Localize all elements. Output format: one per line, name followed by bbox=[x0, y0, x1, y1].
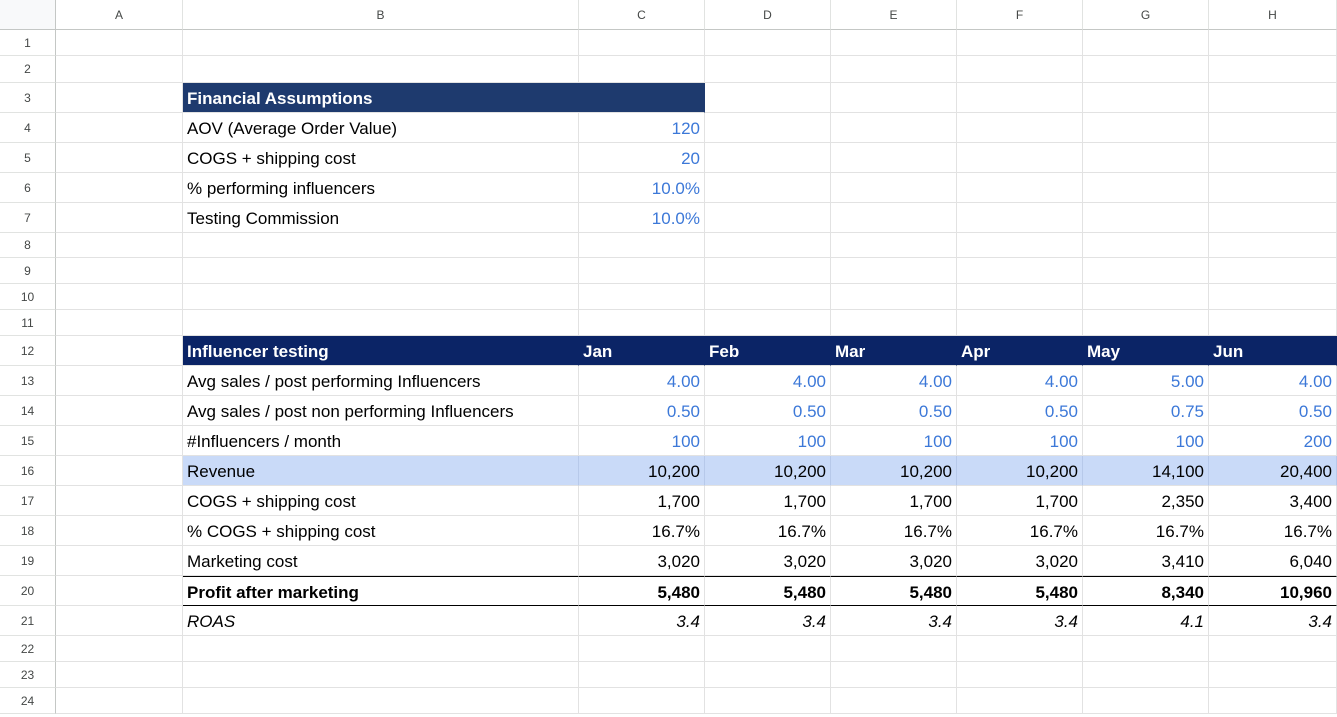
grid-cell[interactable] bbox=[1083, 284, 1209, 310]
influencers-row-value[interactable]: 100 bbox=[705, 426, 831, 456]
grid-cell[interactable] bbox=[957, 662, 1083, 688]
grid-cell[interactable] bbox=[705, 143, 831, 173]
cogs-pct-row-value[interactable]: 16.7% bbox=[957, 516, 1083, 546]
grid-cell[interactable] bbox=[957, 688, 1083, 714]
grid-cell[interactable] bbox=[1083, 143, 1209, 173]
grid-cell[interactable] bbox=[56, 546, 183, 576]
grid-cell[interactable] bbox=[56, 516, 183, 546]
assumption-value[interactable]: 10.0% bbox=[579, 173, 705, 203]
grid-cell[interactable] bbox=[705, 203, 831, 233]
grid-cell[interactable] bbox=[56, 336, 183, 366]
nonperf-sales-row-value[interactable]: 0.50 bbox=[957, 396, 1083, 426]
grid-cell[interactable] bbox=[705, 233, 831, 258]
grid-cell[interactable] bbox=[183, 56, 579, 83]
assumption-value[interactable]: 120 bbox=[579, 113, 705, 143]
grid-cell[interactable] bbox=[831, 662, 957, 688]
grid-cell[interactable] bbox=[579, 258, 705, 284]
grid-cell[interactable] bbox=[831, 233, 957, 258]
cogs-pct-row-value[interactable]: 16.7% bbox=[831, 516, 957, 546]
grid-cell[interactable] bbox=[56, 576, 183, 606]
column-header-7[interactable]: H bbox=[1209, 0, 1337, 30]
grid-cell[interactable] bbox=[1083, 233, 1209, 258]
grid-cell[interactable] bbox=[1209, 83, 1337, 113]
row-header[interactable]: 22 bbox=[0, 636, 56, 662]
grid-cell[interactable] bbox=[183, 233, 579, 258]
row-header[interactable]: 7 bbox=[0, 203, 56, 233]
row-header[interactable]: 13 bbox=[0, 366, 56, 396]
month-header-jan[interactable]: Jan bbox=[579, 336, 705, 366]
row-header[interactable]: 9 bbox=[0, 258, 56, 284]
grid-cell[interactable] bbox=[1083, 688, 1209, 714]
assumption-label[interactable]: AOV (Average Order Value) bbox=[183, 113, 579, 143]
roas-row-value[interactable]: 3.4 bbox=[1209, 606, 1337, 636]
grid-cell[interactable] bbox=[56, 143, 183, 173]
column-header-1[interactable]: B bbox=[183, 0, 579, 30]
grid-cell[interactable] bbox=[831, 203, 957, 233]
grid-cell[interactable] bbox=[705, 258, 831, 284]
revenue-row-value[interactable]: 14,100 bbox=[1083, 456, 1209, 486]
grid-cell[interactable] bbox=[579, 310, 705, 336]
grid-cell[interactable] bbox=[56, 56, 183, 83]
grid-cell[interactable] bbox=[1209, 310, 1337, 336]
perf-sales-row-value[interactable]: 5.00 bbox=[1083, 366, 1209, 396]
row-header[interactable]: 2 bbox=[0, 56, 56, 83]
profit-row-value[interactable]: 5,480 bbox=[579, 576, 705, 606]
cogs-row-value[interactable]: 3,400 bbox=[1209, 486, 1337, 516]
assumption-label[interactable]: % performing influencers bbox=[183, 173, 579, 203]
cogs-pct-row-value[interactable]: 16.7% bbox=[1083, 516, 1209, 546]
row-header[interactable]: 18 bbox=[0, 516, 56, 546]
cogs-row-label[interactable]: COGS + shipping cost bbox=[183, 486, 579, 516]
assumption-label[interactable]: Testing Commission bbox=[183, 203, 579, 233]
grid-cell[interactable] bbox=[56, 233, 183, 258]
grid-cell[interactable] bbox=[56, 688, 183, 714]
row-header[interactable]: 17 bbox=[0, 486, 56, 516]
marketing-row-value[interactable]: 3,020 bbox=[957, 546, 1083, 576]
grid-cell[interactable] bbox=[957, 284, 1083, 310]
revenue-row-value[interactable]: 10,200 bbox=[579, 456, 705, 486]
row-header[interactable]: 6 bbox=[0, 173, 56, 203]
row-header[interactable]: 21 bbox=[0, 606, 56, 636]
grid-cell[interactable] bbox=[831, 30, 957, 56]
row-header[interactable]: 16 bbox=[0, 456, 56, 486]
grid-cell[interactable] bbox=[705, 56, 831, 83]
profit-row-value[interactable]: 8,340 bbox=[1083, 576, 1209, 606]
grid-cell[interactable] bbox=[1209, 203, 1337, 233]
profit-row-value[interactable]: 5,480 bbox=[831, 576, 957, 606]
grid-cell[interactable] bbox=[579, 636, 705, 662]
grid-cell[interactable] bbox=[183, 30, 579, 56]
month-header-jun[interactable]: Jun bbox=[1209, 336, 1337, 366]
nonperf-sales-row-value[interactable]: 0.50 bbox=[831, 396, 957, 426]
month-header-may[interactable]: May bbox=[1083, 336, 1209, 366]
grid-cell[interactable] bbox=[56, 310, 183, 336]
influencers-row-value[interactable]: 100 bbox=[579, 426, 705, 456]
grid-cell[interactable] bbox=[831, 636, 957, 662]
grid-cell[interactable] bbox=[1209, 173, 1337, 203]
roas-row-value[interactable]: 3.4 bbox=[831, 606, 957, 636]
marketing-row-value[interactable]: 3,020 bbox=[705, 546, 831, 576]
influencers-row-value[interactable]: 100 bbox=[957, 426, 1083, 456]
grid-cell[interactable] bbox=[705, 688, 831, 714]
grid-cell[interactable] bbox=[1083, 113, 1209, 143]
column-header-0[interactable]: A bbox=[56, 0, 183, 30]
grid-cell[interactable] bbox=[56, 396, 183, 426]
grid-cell[interactable] bbox=[183, 662, 579, 688]
grid-cell[interactable] bbox=[1209, 662, 1337, 688]
grid-cell[interactable] bbox=[957, 203, 1083, 233]
profit-row-value[interactable]: 5,480 bbox=[705, 576, 831, 606]
grid-cell[interactable] bbox=[56, 83, 183, 113]
grid-cell[interactable] bbox=[831, 83, 957, 113]
grid-cell[interactable] bbox=[957, 173, 1083, 203]
grid-cell[interactable] bbox=[1083, 662, 1209, 688]
grid-cell[interactable] bbox=[705, 284, 831, 310]
perf-sales-row-value[interactable]: 4.00 bbox=[957, 366, 1083, 396]
row-header[interactable]: 12 bbox=[0, 336, 56, 366]
grid-cell[interactable] bbox=[56, 366, 183, 396]
cogs-row-value[interactable]: 1,700 bbox=[957, 486, 1083, 516]
influencers-row-value[interactable]: 100 bbox=[831, 426, 957, 456]
row-header[interactable]: 23 bbox=[0, 662, 56, 688]
grid-cell[interactable] bbox=[957, 233, 1083, 258]
cogs-row-value[interactable]: 1,700 bbox=[705, 486, 831, 516]
row-header[interactable]: 10 bbox=[0, 284, 56, 310]
grid-cell[interactable] bbox=[1083, 258, 1209, 284]
row-header[interactable]: 1 bbox=[0, 30, 56, 56]
grid-cell[interactable] bbox=[183, 284, 579, 310]
grid-cell[interactable] bbox=[705, 83, 831, 113]
nonperf-sales-row-label[interactable]: Avg sales / post non performing Influencers bbox=[183, 396, 579, 426]
cogs-row-value[interactable]: 2,350 bbox=[1083, 486, 1209, 516]
grid-cell[interactable] bbox=[579, 56, 705, 83]
nonperf-sales-row-value[interactable]: 0.50 bbox=[1209, 396, 1337, 426]
grid-cell[interactable] bbox=[56, 606, 183, 636]
roas-row-label[interactable]: ROAS bbox=[183, 606, 579, 636]
grid-cell[interactable] bbox=[957, 636, 1083, 662]
marketing-row-value[interactable]: 3,020 bbox=[831, 546, 957, 576]
assumption-value[interactable]: 10.0% bbox=[579, 203, 705, 233]
profit-row-value[interactable]: 5,480 bbox=[957, 576, 1083, 606]
grid-cell[interactable] bbox=[957, 30, 1083, 56]
grid-cell[interactable] bbox=[957, 56, 1083, 83]
assumption-label[interactable]: COGS + shipping cost bbox=[183, 143, 579, 173]
row-header[interactable]: 24 bbox=[0, 688, 56, 714]
grid-cell[interactable] bbox=[56, 173, 183, 203]
grid-cell[interactable] bbox=[579, 284, 705, 310]
nonperf-sales-row-value[interactable]: 0.50 bbox=[579, 396, 705, 426]
grid-cell[interactable] bbox=[831, 258, 957, 284]
grid-cell[interactable] bbox=[56, 258, 183, 284]
grid-cell[interactable] bbox=[1209, 258, 1337, 284]
perf-sales-row-value[interactable]: 4.00 bbox=[831, 366, 957, 396]
cogs-pct-row-label[interactable]: % COGS + shipping cost bbox=[183, 516, 579, 546]
cogs-pct-row-value[interactable]: 16.7% bbox=[1209, 516, 1337, 546]
grid-cell[interactable] bbox=[705, 662, 831, 688]
testing-title[interactable]: Influencer testing bbox=[183, 336, 579, 366]
grid-cell[interactable] bbox=[579, 662, 705, 688]
cogs-pct-row-value[interactable]: 16.7% bbox=[705, 516, 831, 546]
grid-cell[interactable] bbox=[183, 258, 579, 284]
grid-cell[interactable] bbox=[56, 456, 183, 486]
grid-cell[interactable] bbox=[1083, 56, 1209, 83]
grid-cell[interactable] bbox=[1209, 113, 1337, 143]
grid-cell[interactable] bbox=[831, 284, 957, 310]
column-header-2[interactable]: C bbox=[579, 0, 705, 30]
roas-row-value[interactable]: 3.4 bbox=[579, 606, 705, 636]
grid-cell[interactable] bbox=[1209, 233, 1337, 258]
row-header[interactable]: 3 bbox=[0, 83, 56, 113]
grid-cell[interactable] bbox=[831, 173, 957, 203]
grid-cell[interactable] bbox=[56, 636, 183, 662]
month-header-feb[interactable]: Feb bbox=[705, 336, 831, 366]
roas-row-value[interactable]: 3.4 bbox=[705, 606, 831, 636]
grid-cell[interactable] bbox=[705, 636, 831, 662]
grid-cell[interactable] bbox=[957, 310, 1083, 336]
select-all-corner[interactable] bbox=[0, 0, 56, 30]
perf-sales-row-value[interactable]: 4.00 bbox=[579, 366, 705, 396]
marketing-row-value[interactable]: 3,020 bbox=[579, 546, 705, 576]
profit-row-label[interactable]: Profit after marketing bbox=[183, 576, 579, 606]
influencers-row-value[interactable]: 200 bbox=[1209, 426, 1337, 456]
marketing-row-value[interactable]: 3,410 bbox=[1083, 546, 1209, 576]
grid-cell[interactable] bbox=[56, 284, 183, 310]
grid-cell[interactable] bbox=[56, 203, 183, 233]
influencers-row-label[interactable]: #Influencers / month bbox=[183, 426, 579, 456]
grid-cell[interactable] bbox=[831, 113, 957, 143]
perf-sales-row-label[interactable]: Avg sales / post performing Influencers bbox=[183, 366, 579, 396]
grid-cell[interactable] bbox=[957, 258, 1083, 284]
row-header[interactable]: 20 bbox=[0, 576, 56, 606]
grid-cell[interactable] bbox=[831, 143, 957, 173]
revenue-row-label[interactable]: Revenue bbox=[183, 456, 579, 486]
grid-cell[interactable] bbox=[579, 233, 705, 258]
grid-cell[interactable] bbox=[705, 310, 831, 336]
month-header-apr[interactable]: Apr bbox=[957, 336, 1083, 366]
revenue-row-value[interactable]: 10,200 bbox=[957, 456, 1083, 486]
column-header-4[interactable]: E bbox=[831, 0, 957, 30]
cogs-pct-row-value[interactable]: 16.7% bbox=[579, 516, 705, 546]
grid-cell[interactable] bbox=[705, 113, 831, 143]
revenue-row-value[interactable]: 20,400 bbox=[1209, 456, 1337, 486]
profit-row-value[interactable]: 10,960 bbox=[1209, 576, 1337, 606]
revenue-row-value[interactable]: 10,200 bbox=[705, 456, 831, 486]
grid-cell[interactable] bbox=[56, 30, 183, 56]
row-header[interactable]: 11 bbox=[0, 310, 56, 336]
row-header[interactable]: 4 bbox=[0, 113, 56, 143]
grid-cell[interactable] bbox=[831, 310, 957, 336]
grid-cell[interactable] bbox=[183, 636, 579, 662]
column-header-6[interactable]: G bbox=[1083, 0, 1209, 30]
grid-cell[interactable] bbox=[56, 113, 183, 143]
grid-cell[interactable] bbox=[1209, 688, 1337, 714]
grid-cell[interactable] bbox=[579, 30, 705, 56]
row-header[interactable]: 8 bbox=[0, 233, 56, 258]
month-header-mar[interactable]: Mar bbox=[831, 336, 957, 366]
row-header[interactable]: 14 bbox=[0, 396, 56, 426]
grid-cell[interactable] bbox=[183, 310, 579, 336]
roas-row-value[interactable]: 3.4 bbox=[957, 606, 1083, 636]
cogs-row-value[interactable]: 1,700 bbox=[579, 486, 705, 516]
grid-cell[interactable] bbox=[1083, 636, 1209, 662]
grid-cell[interactable] bbox=[1083, 310, 1209, 336]
row-header[interactable]: 19 bbox=[0, 546, 56, 576]
nonperf-sales-row-value[interactable]: 0.50 bbox=[705, 396, 831, 426]
grid-cell[interactable] bbox=[1083, 83, 1209, 113]
grid-cell[interactable] bbox=[831, 56, 957, 83]
grid-cell[interactable] bbox=[705, 173, 831, 203]
grid-cell[interactable] bbox=[1209, 56, 1337, 83]
grid-cell[interactable] bbox=[1083, 173, 1209, 203]
grid-cell[interactable] bbox=[705, 30, 831, 56]
perf-sales-row-value[interactable]: 4.00 bbox=[705, 366, 831, 396]
marketing-row-label[interactable]: Marketing cost bbox=[183, 546, 579, 576]
grid-cell[interactable] bbox=[957, 143, 1083, 173]
marketing-row-value[interactable]: 6,040 bbox=[1209, 546, 1337, 576]
grid-cell[interactable] bbox=[1209, 284, 1337, 310]
grid-cell[interactable] bbox=[579, 688, 705, 714]
grid-cell[interactable] bbox=[1209, 636, 1337, 662]
grid-cell[interactable] bbox=[1209, 30, 1337, 56]
grid-cell[interactable] bbox=[56, 662, 183, 688]
grid-cell[interactable] bbox=[183, 688, 579, 714]
column-header-5[interactable]: F bbox=[957, 0, 1083, 30]
revenue-row-value[interactable]: 10,200 bbox=[831, 456, 957, 486]
grid-cell[interactable] bbox=[957, 113, 1083, 143]
column-header-3[interactable]: D bbox=[705, 0, 831, 30]
grid-cell[interactable] bbox=[1083, 203, 1209, 233]
perf-sales-row-value[interactable]: 4.00 bbox=[1209, 366, 1337, 396]
grid-cell[interactable] bbox=[1209, 143, 1337, 173]
cogs-row-value[interactable]: 1,700 bbox=[831, 486, 957, 516]
grid-cell[interactable] bbox=[56, 486, 183, 516]
grid-cell[interactable] bbox=[831, 688, 957, 714]
assumptions-title[interactable]: Financial Assumptions bbox=[183, 83, 705, 113]
row-header[interactable]: 15 bbox=[0, 426, 56, 456]
grid-cell[interactable] bbox=[1083, 30, 1209, 56]
grid-cell[interactable] bbox=[56, 426, 183, 456]
row-header[interactable]: 5 bbox=[0, 143, 56, 173]
grid-cell[interactable] bbox=[957, 83, 1083, 113]
influencers-row-value[interactable]: 100 bbox=[1083, 426, 1209, 456]
roas-row-value[interactable]: 4.1 bbox=[1083, 606, 1209, 636]
nonperf-sales-row-value[interactable]: 0.75 bbox=[1083, 396, 1209, 426]
assumption-value[interactable]: 20 bbox=[579, 143, 705, 173]
